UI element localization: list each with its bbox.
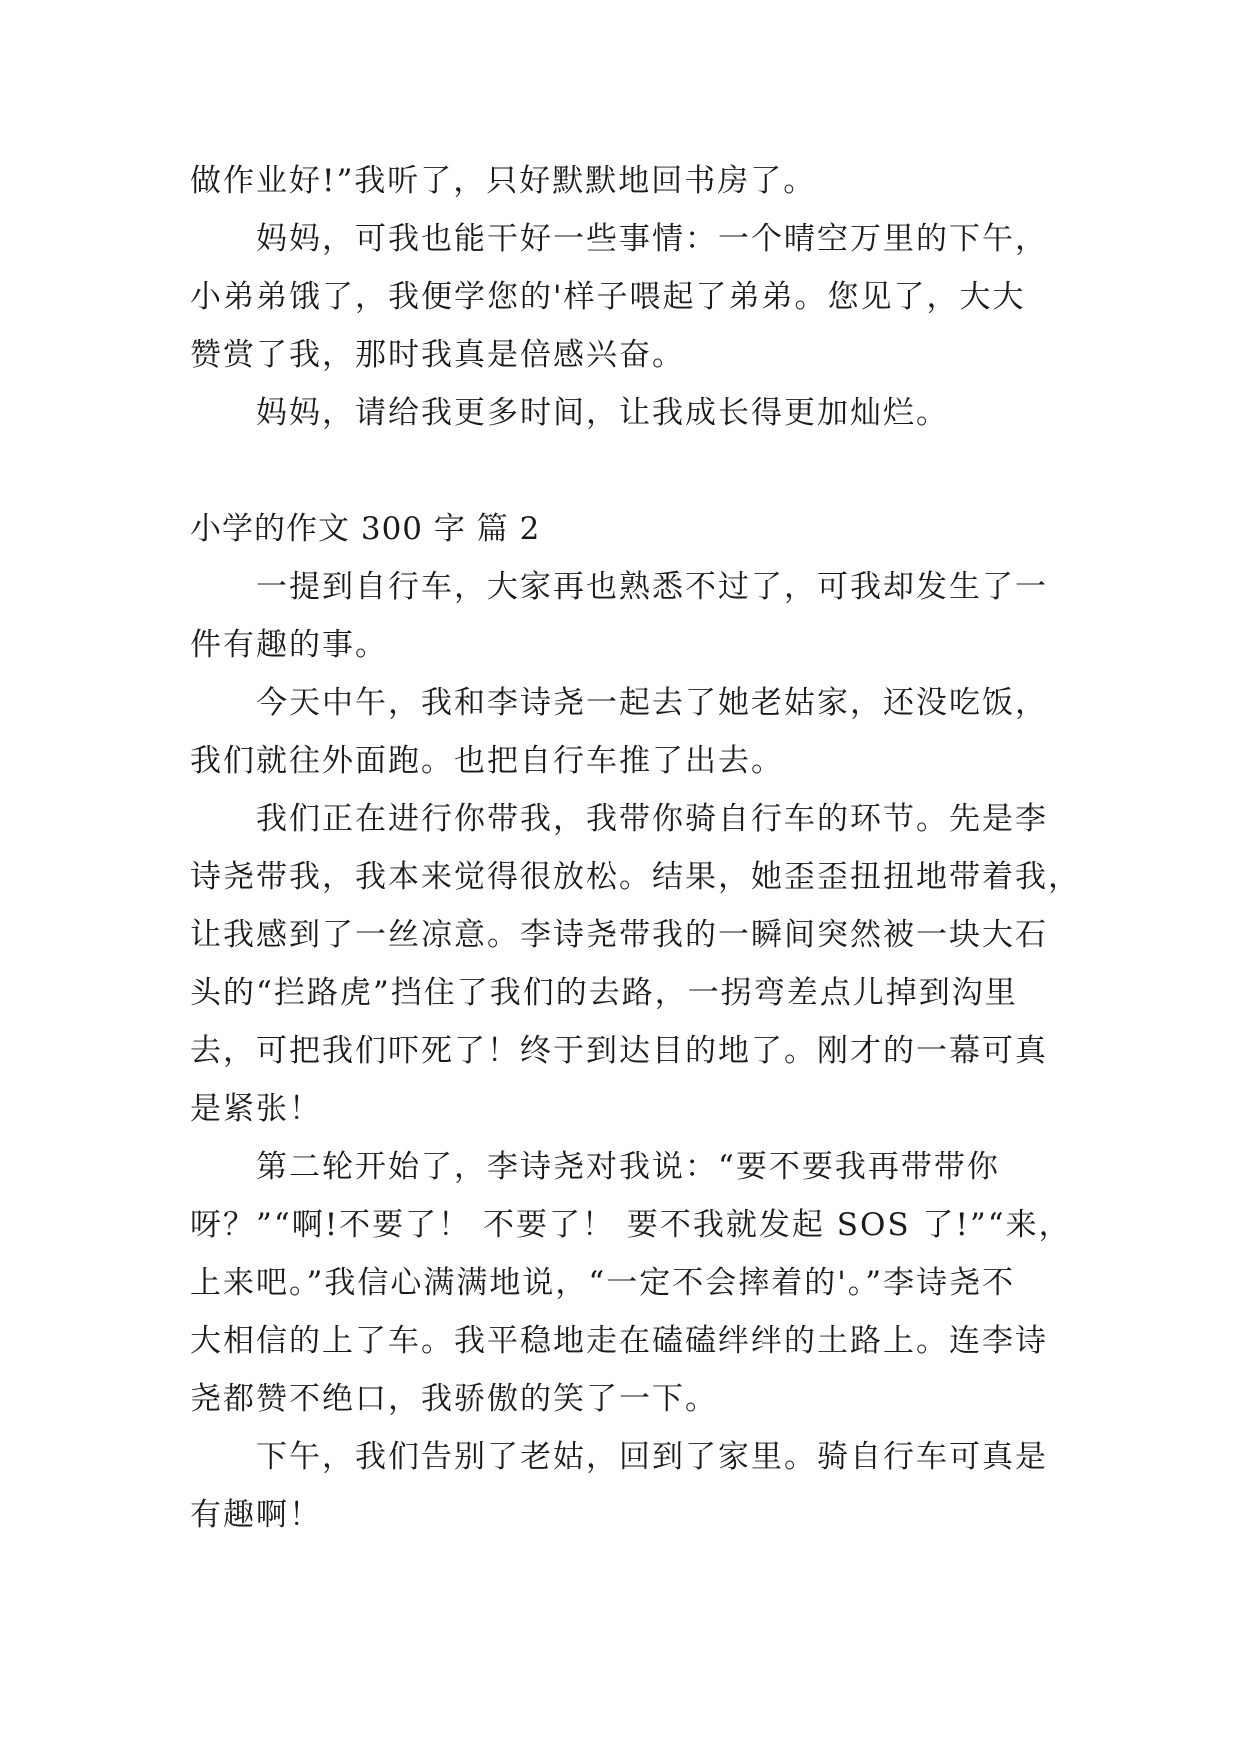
text-line: 一提到自行车，大家再也熟悉不过了，可我却发生了一 [256,569,1048,605]
text-line: 今天中午，我和李诗尧一起去了她老姑家，还没吃饭， [256,685,1048,721]
text-line: 有趣啊！ [190,1497,322,1533]
text-line: 件有趣的事。 [190,627,388,663]
text-line: 是紧张！ [190,1091,322,1127]
text-line: 让我感到了一丝凉意。李诗尧带我的一瞬间突然被一块大石 [190,917,1048,953]
document-body [190,152,1081,1544]
essay-2 [190,500,1081,1544]
text-line: 上来吧。”我信心满满地说，“一定不会摔着的'。”李诗尧不 [190,1265,1016,1301]
essay-1-continuation [190,152,1060,442]
text-line: 小弟弟饿了，我便学您的'样子喂起了弟弟。您见了，大大 [190,279,1026,315]
text-line: 我们就往外面跑。也把自行车推了出去。 [190,743,784,779]
text-line: 诗尧带我，我本来觉得很放松。结果，她歪歪扭扭地带着我， [190,859,1081,895]
text-line: 呀？”“啊!不要了！ 不要了！ 要不我就发起 SOS 了!”“来， [190,1207,1072,1243]
text-line: 头的“拦路虎”挡住了我们的去路，一拐弯差点儿掉到沟里 [190,975,1018,1011]
essay-2-heading: 小学的作文 300 字 篇 2 [190,511,541,547]
text-line: 下午，我们告别了老姑，回到了家里。骑自行车可真是 [256,1439,1048,1475]
text-line: 第二轮开始了，李诗尧对我说：“要不要我再带带你 [256,1149,1000,1185]
text-line: 赞赏了我，那时我真是倍感兴奋。 [190,337,685,373]
section-gap [190,442,1060,500]
text-line: 妈妈，请给我更多时间，让我成长得更加灿烂。 [256,395,949,431]
text-line: 做作业好!”我听了，只好默默地回书房了。 [190,163,817,199]
text-line: 我们正在进行你带我，我带你骑自行车的环节。先是李 [256,801,1048,837]
text-line: 大相信的上了车。我平稳地走在磕磕绊绊的土路上。连李诗 [190,1323,1048,1359]
text-line: 尧都赞不绝口，我骄傲的笑了一下。 [190,1381,718,1417]
text-line: 去，可把我们吓死了！终于到达目的地了。刚才的一幕可真 [190,1033,1048,1069]
text-line: 妈妈，可我也能干好一些事情：一个晴空万里的下午， [256,221,1048,257]
